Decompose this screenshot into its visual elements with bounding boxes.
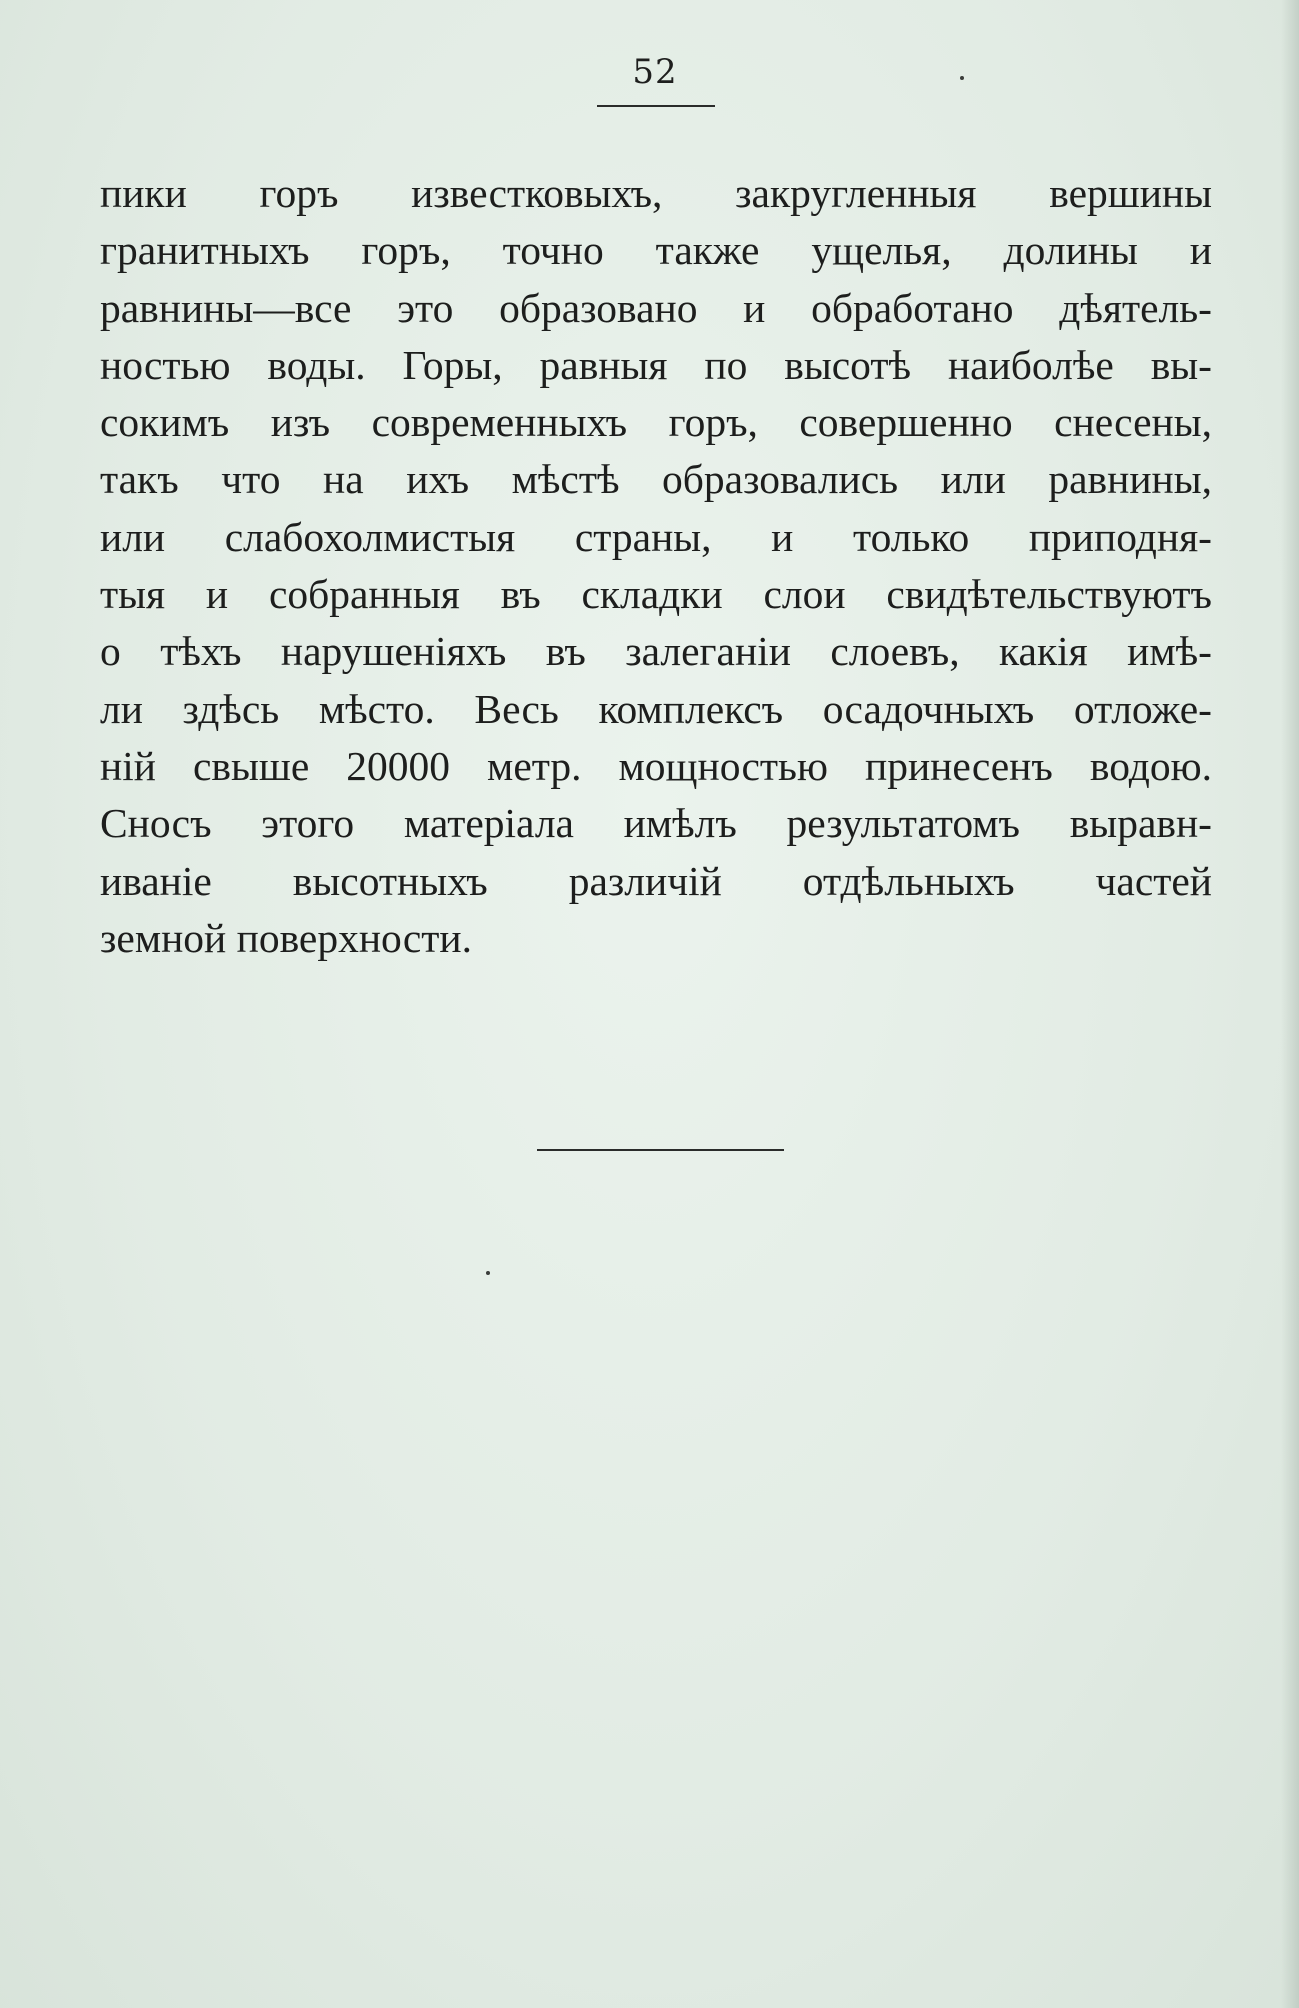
- text-line: равнины—все это образовано и обработано дѣятель-: [100, 284, 1212, 331]
- text-line: сокимъ изъ современныхъ горъ, совершенно снесены,: [100, 399, 1212, 446]
- text-line: о тѣхъ нарушеніяхъ въ залеганіи слоевъ, какія имѣ-: [100, 628, 1212, 675]
- paper-speck: [486, 1271, 490, 1275]
- text-line: ній свыше 20000 метр. мощностью принесенъ водою.: [100, 742, 1212, 789]
- text-line: пики горъ известковыхъ, закругленныя вершины: [100, 170, 1212, 216]
- text-line: иваніе высотныхъ различій отдѣльныхъ частей: [100, 857, 1212, 904]
- page-edge-shadow: [1281, 0, 1299, 2008]
- page-number: 52: [632, 52, 678, 92]
- text-line: земной поверхности.: [100, 914, 472, 961]
- paper-speck: [960, 76, 964, 80]
- text-line: Сносъ этого матеріала имѣлъ результатомъ выравн-: [100, 800, 1212, 847]
- body-paragraph: [100, 165, 1212, 967]
- text-line: тыя и собранныя въ складки слои свидѣтельствуютъ: [100, 571, 1212, 618]
- text-line: гранитныхъ горъ, точно также ущелья, долины и: [100, 227, 1212, 274]
- header-rule: [597, 105, 715, 107]
- text-line: такъ что на ихъ мѣстѣ образовались или равнины,: [100, 456, 1212, 503]
- text-line: ли здѣсь мѣсто. Весь комплексъ осадочныхъ отложе-: [100, 685, 1212, 732]
- section-end-rule: [537, 1149, 784, 1151]
- text-line: или слабохолмистыя страны, и только приподня-: [100, 513, 1212, 560]
- text-line: ностью воды. Горы, равныя по высотѣ наиболѣе вы-: [100, 341, 1212, 388]
